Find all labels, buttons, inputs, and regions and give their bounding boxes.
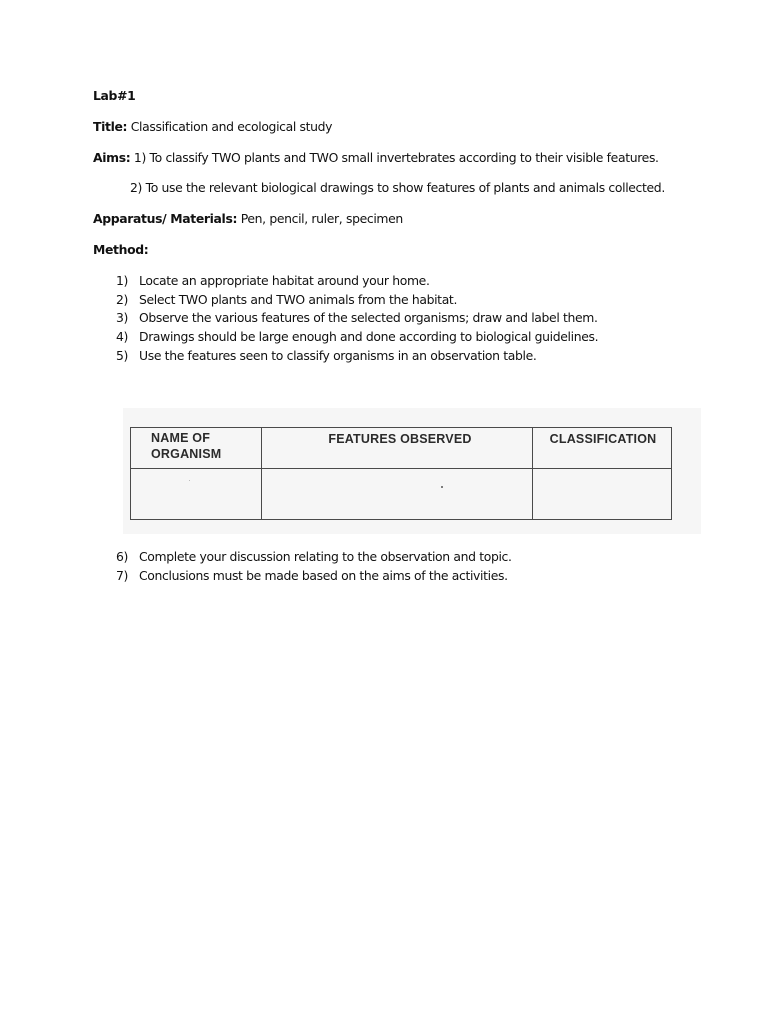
table-cell — [533, 469, 672, 520]
step-text: Locate an appropriate habitat around your home. — [139, 273, 430, 288]
header-features-observed: FEATURES OBSERVED — [262, 428, 533, 469]
step-text: Drawings should be large enough and done according to biological guidelines. — [139, 329, 599, 344]
title-label: Title: — [93, 119, 128, 134]
table-header-row — [131, 428, 672, 469]
table-cell — [131, 469, 262, 520]
apparatus-line — [93, 211, 403, 227]
step-number: 1) — [116, 273, 129, 288]
step-number: 2) — [116, 292, 129, 307]
scan-speck — [441, 486, 443, 488]
observation-table — [130, 427, 672, 520]
table-cell — [262, 469, 533, 520]
header-name-of-organism: NAME OF ORGANISM — [131, 428, 262, 469]
step-number: 5) — [116, 348, 129, 363]
apparatus-text: Pen, pencil, ruler, specimen — [240, 211, 403, 226]
aim-1: 1) To classify TWO plants and TWO small invertebrates according to their visible features. — [133, 150, 659, 165]
table-row — [131, 469, 672, 520]
step-number: 7) — [116, 568, 129, 583]
step-text: Conclusions must be made based on the aims of the activities. — [139, 568, 508, 583]
step-text: Select TWO plants and TWO animals from the habitat. — [139, 292, 458, 307]
apparatus-label: Apparatus/ Materials: — [93, 211, 238, 226]
aims-line-1 — [93, 150, 659, 166]
step-text: Observe the various features of the selected organisms; draw and label them. — [139, 310, 598, 325]
aims-label: Aims: — [93, 150, 131, 165]
lab-heading: Lab#1 — [93, 88, 136, 103]
step-number: 6) — [116, 549, 129, 564]
title-line — [93, 119, 332, 135]
step-text: Use the features seen to classify organisms in an observation table. — [139, 348, 537, 363]
step-number: 4) — [116, 329, 129, 344]
step-text: Complete your discussion relating to the observation and topic. — [139, 549, 512, 564]
title-text: Classification and ecological study — [130, 119, 333, 134]
header-classification: CLASSIFICATION — [533, 428, 672, 469]
aim-2: 2) To use the relevant biological drawings to show features of plants and animals collected. — [130, 180, 665, 195]
scan-speck — [189, 480, 190, 481]
method-label: Method: — [93, 242, 149, 257]
step-number: 3) — [116, 310, 129, 325]
